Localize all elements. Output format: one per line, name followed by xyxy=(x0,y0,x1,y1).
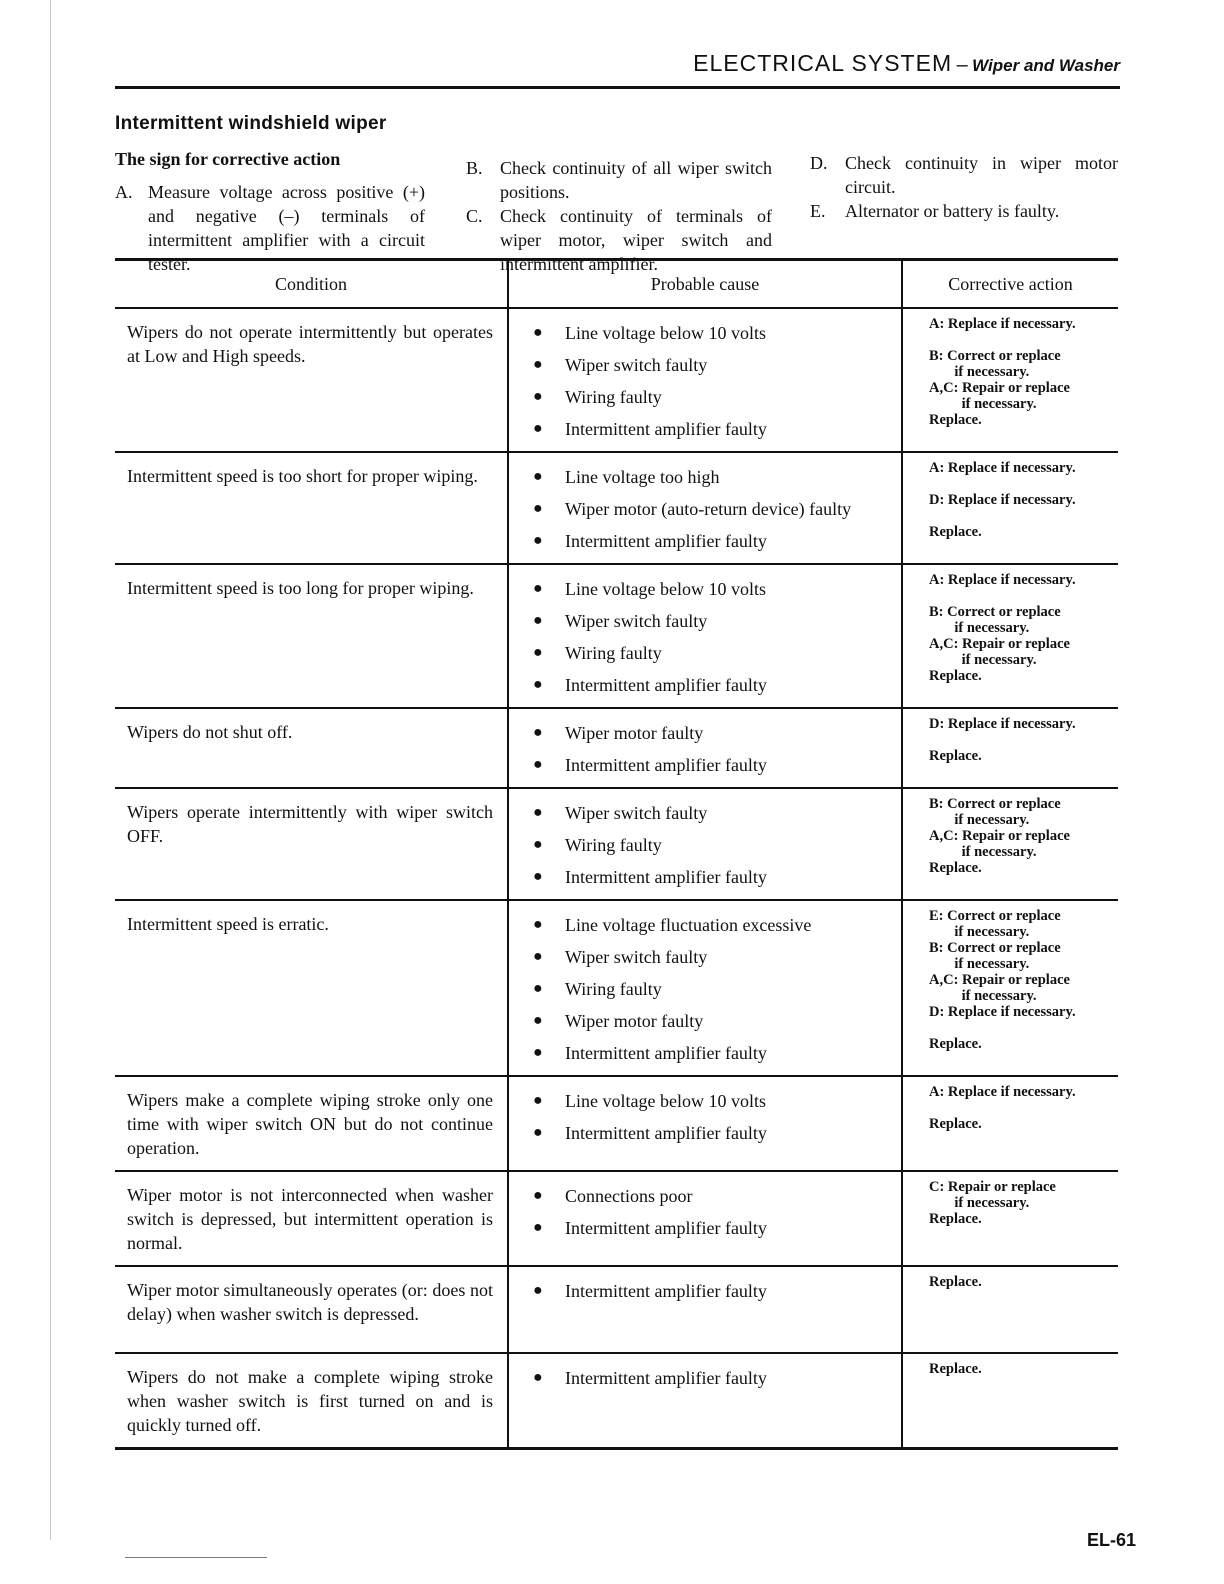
legend-text: Alternator or battery is faulty. xyxy=(845,201,1060,221)
bullet-icon: ● xyxy=(533,724,543,741)
action-cell xyxy=(902,788,1118,900)
condition-cell: Wiper motor is not interconnected when washer switch is depressed, but intermittent operation is normal. xyxy=(115,1171,508,1266)
table-row xyxy=(115,1171,1118,1266)
cause-text: Wiper switch faulty xyxy=(565,803,708,823)
footer-rule xyxy=(125,1557,267,1558)
action-text: A: Replace if necessary. xyxy=(929,460,1076,476)
cause-item xyxy=(529,1085,893,1117)
action-text: B: Correct or replace if necessary. xyxy=(929,940,1061,972)
bullet-icon: ● xyxy=(533,868,543,885)
bullet-icon: ● xyxy=(533,500,543,517)
action-text: A: Replace if necessary. xyxy=(929,572,1076,588)
cause-text: Connections poor xyxy=(565,1186,693,1206)
bullet-icon: ● xyxy=(533,1219,543,1236)
header-corrective-action: Corrective action xyxy=(902,260,1118,309)
table-row xyxy=(115,708,1118,788)
bullet-icon: ● xyxy=(533,580,543,597)
bullet-icon: ● xyxy=(533,676,543,693)
subsection-title: Wiper and Washer xyxy=(972,56,1120,75)
cause-item xyxy=(529,1275,893,1307)
header-separator: – xyxy=(956,54,968,76)
action-cell xyxy=(902,1076,1118,1171)
action-text: A,C: Repair or replace if necessary. xyxy=(929,828,1070,860)
cause-cell xyxy=(508,1353,902,1449)
table-row xyxy=(115,452,1118,564)
bullet-icon: ● xyxy=(533,468,543,485)
cause-cell xyxy=(508,1266,902,1353)
cause-cell xyxy=(508,708,902,788)
cause-cell xyxy=(508,788,902,900)
action-text: A: Replace if necessary. xyxy=(929,1084,1076,1100)
table-row xyxy=(115,308,1118,452)
action-text: B: Correct or replace if necessary. xyxy=(929,604,1061,636)
action-text: B: Correct or replace if necessary. xyxy=(929,796,1061,828)
action-text: Replace. xyxy=(929,668,982,684)
cause-item xyxy=(529,605,893,637)
cause-item xyxy=(529,1005,893,1037)
condition-cell: Wiper motor simultaneously operates (or: does not delay) when washer switch is depressed. xyxy=(115,1266,508,1353)
bullet-icon: ● xyxy=(533,916,543,933)
legend-title: The sign for corrective action xyxy=(115,149,341,169)
cause-text: Intermittent amplifier faulty xyxy=(565,419,767,439)
bullet-icon: ● xyxy=(533,1187,543,1204)
bullet-icon: ● xyxy=(533,532,543,549)
action-text: Replace. xyxy=(929,860,982,876)
table-row xyxy=(115,1076,1118,1171)
cause-text: Intermittent amplifier faulty xyxy=(565,1123,767,1143)
action-text: B: Correct or replace if necessary. xyxy=(929,348,1061,380)
page-header xyxy=(115,50,1120,89)
legend-text: Check continuity in wiper motor circuit. xyxy=(845,153,1118,197)
cause-text: Wiper motor faulty xyxy=(565,1011,704,1031)
cause-item xyxy=(529,797,893,829)
cause-item xyxy=(529,1180,893,1212)
cause-item xyxy=(529,1037,893,1069)
condition-cell: Intermittent speed is too short for proper wiping. xyxy=(115,452,508,564)
bullet-icon: ● xyxy=(533,756,543,773)
cause-cell xyxy=(508,900,902,1076)
cause-text: Intermittent amplifier faulty xyxy=(565,1043,767,1063)
condition-cell: Intermittent speed is too long for proper wiping. xyxy=(115,564,508,708)
cause-text: Line voltage below 10 volts xyxy=(565,1091,766,1111)
cause-item xyxy=(529,381,893,413)
action-text: Replace. xyxy=(929,524,982,540)
condition-cell: Wipers do not shut off. xyxy=(115,708,508,788)
legend-letter: A. xyxy=(115,182,133,202)
bullet-icon: ● xyxy=(533,948,543,965)
condition-cell: Intermittent speed is erratic. xyxy=(115,900,508,1076)
cause-item xyxy=(529,909,893,941)
action-text: C: Repair or replace if necessary. xyxy=(929,1179,1056,1211)
cause-item xyxy=(529,749,893,781)
bullet-icon: ● xyxy=(533,1369,543,1386)
bullet-icon: ● xyxy=(533,1044,543,1061)
action-cell xyxy=(902,564,1118,708)
legend-item-d xyxy=(810,151,1118,199)
cause-item xyxy=(529,493,893,525)
cause-text: Intermittent amplifier faulty xyxy=(565,755,767,775)
header-condition: Condition xyxy=(115,260,508,309)
action-cell xyxy=(902,308,1118,452)
action-text: A,C: Repair or replace if necessary. xyxy=(929,636,1070,668)
bullet-icon: ● xyxy=(533,1092,543,1109)
legend-letter: C. xyxy=(466,206,483,226)
action-cell xyxy=(902,1353,1118,1449)
bullet-icon: ● xyxy=(533,836,543,853)
action-text: D: Replace if necessary. xyxy=(929,1004,1076,1020)
action-cell xyxy=(902,708,1118,788)
legend-text: Measure voltage across positive (+) and negative (–) terminals of intermittent amplifier with a circuit tester. xyxy=(148,182,425,274)
cause-item xyxy=(529,669,893,701)
cause-item xyxy=(529,1212,893,1244)
cause-item xyxy=(529,637,893,669)
cause-text: Wiper switch faulty xyxy=(565,355,708,375)
action-text: A: Replace if necessary. xyxy=(929,316,1076,332)
cause-text: Line voltage fluctuation excessive xyxy=(565,915,812,935)
table-row xyxy=(115,900,1118,1076)
legend-letter: D. xyxy=(810,153,828,173)
cause-cell xyxy=(508,452,902,564)
bullet-icon: ● xyxy=(533,356,543,373)
cause-item xyxy=(529,573,893,605)
action-cell xyxy=(902,1266,1118,1353)
action-text: E: Correct or replace if necessary. xyxy=(929,908,1061,940)
action-text: Replace. xyxy=(929,1211,982,1227)
bullet-icon: ● xyxy=(533,644,543,661)
table-row xyxy=(115,564,1118,708)
cause-item xyxy=(529,941,893,973)
condition-cell: Wipers make a complete wiping stroke only one time with wiper switch ON but do not continue operation. xyxy=(115,1076,508,1171)
bullet-icon: ● xyxy=(533,1124,543,1141)
bullet-icon: ● xyxy=(533,388,543,405)
intro-title: Intermittent windshield wiper xyxy=(115,113,387,134)
bullet-icon: ● xyxy=(533,1012,543,1029)
bullet-icon: ● xyxy=(533,804,543,821)
cause-item xyxy=(529,1362,893,1394)
cause-item xyxy=(529,317,893,349)
legend-text: Check continuity of all wiper switch positions. xyxy=(500,158,772,202)
cause-item xyxy=(529,413,893,445)
cause-cell xyxy=(508,564,902,708)
cause-text: Wiper switch faulty xyxy=(565,611,708,631)
binder-margin-line xyxy=(50,0,51,1540)
action-text: D: Replace if necessary. xyxy=(929,492,1076,508)
cause-item xyxy=(529,861,893,893)
cause-item xyxy=(529,349,893,381)
action-text: A,C: Repair or replace if necessary. xyxy=(929,380,1070,412)
cause-text: Line voltage too high xyxy=(565,467,720,487)
cause-text: Line voltage below 10 volts xyxy=(565,323,766,343)
page-number: EL-61 xyxy=(1087,1530,1137,1550)
cause-item xyxy=(529,973,893,1005)
table-header-row xyxy=(115,260,1118,309)
action-text: Replace. xyxy=(929,1361,982,1377)
action-text: Replace. xyxy=(929,1274,982,1290)
condition-cell: Wipers do not make a complete wiping stroke when washer switch is first turned on and is quickly turned off. xyxy=(115,1353,508,1449)
cause-item xyxy=(529,461,893,493)
bullet-icon: ● xyxy=(533,1282,543,1299)
table-row xyxy=(115,1266,1118,1353)
action-text: Replace. xyxy=(929,1036,982,1052)
action-cell xyxy=(902,900,1118,1076)
condition-cell: Wipers operate intermittently with wiper switch OFF. xyxy=(115,788,508,900)
action-cell xyxy=(902,1171,1118,1266)
legend-letter: B. xyxy=(466,158,483,178)
action-text: Replace. xyxy=(929,1116,982,1132)
cause-text: Wiring faulty xyxy=(565,835,662,855)
cause-item xyxy=(529,1117,893,1149)
action-text: D: Replace if necessary. xyxy=(929,716,1076,732)
legend-item-b xyxy=(466,156,772,204)
cause-item xyxy=(529,829,893,861)
condition-cell: Wipers do not operate intermittently but operates at Low and High speeds. xyxy=(115,308,508,452)
action-cell xyxy=(902,452,1118,564)
cause-item xyxy=(529,717,893,749)
cause-text: Wiper motor (auto-return device) faulty xyxy=(565,499,852,519)
table-row xyxy=(115,1353,1118,1449)
cause-item xyxy=(529,525,893,557)
bullet-icon: ● xyxy=(533,612,543,629)
cause-text: Wiring faulty xyxy=(565,387,662,407)
cause-text: Intermittent amplifier faulty xyxy=(565,1368,767,1388)
action-text: A,C: Repair or replace if necessary. xyxy=(929,972,1070,1004)
legend-item-e xyxy=(810,199,1118,223)
cause-text: Wiring faulty xyxy=(565,643,662,663)
cause-cell xyxy=(508,308,902,452)
legend-text: Check continuity of terminals of wiper motor, wiper switch and intermittent amplifier. xyxy=(500,206,772,274)
cause-text: Wiper motor faulty xyxy=(565,723,704,743)
cause-text: Intermittent amplifier faulty xyxy=(565,675,767,695)
troubleshooting-table xyxy=(115,258,1118,1450)
bullet-icon: ● xyxy=(533,324,543,341)
cause-cell xyxy=(508,1171,902,1266)
bullet-icon: ● xyxy=(533,980,543,997)
cause-text: Wiring faulty xyxy=(565,979,662,999)
cause-text: Intermittent amplifier faulty xyxy=(565,867,767,887)
cause-text: Wiper switch faulty xyxy=(565,947,708,967)
cause-text: Intermittent amplifier faulty xyxy=(565,1218,767,1238)
header-probable-cause: Probable cause xyxy=(508,260,902,309)
cause-text: Intermittent amplifier faulty xyxy=(565,1281,767,1301)
cause-text: Intermittent amplifier faulty xyxy=(565,531,767,551)
action-text: Replace. xyxy=(929,412,982,428)
table-row xyxy=(115,788,1118,900)
legend-letter: E. xyxy=(810,201,826,221)
bullet-icon: ● xyxy=(533,420,543,437)
section-title: ELECTRICAL SYSTEM xyxy=(693,50,953,76)
cause-text: Line voltage below 10 volts xyxy=(565,579,766,599)
cause-cell xyxy=(508,1076,902,1171)
action-text: Replace. xyxy=(929,748,982,764)
